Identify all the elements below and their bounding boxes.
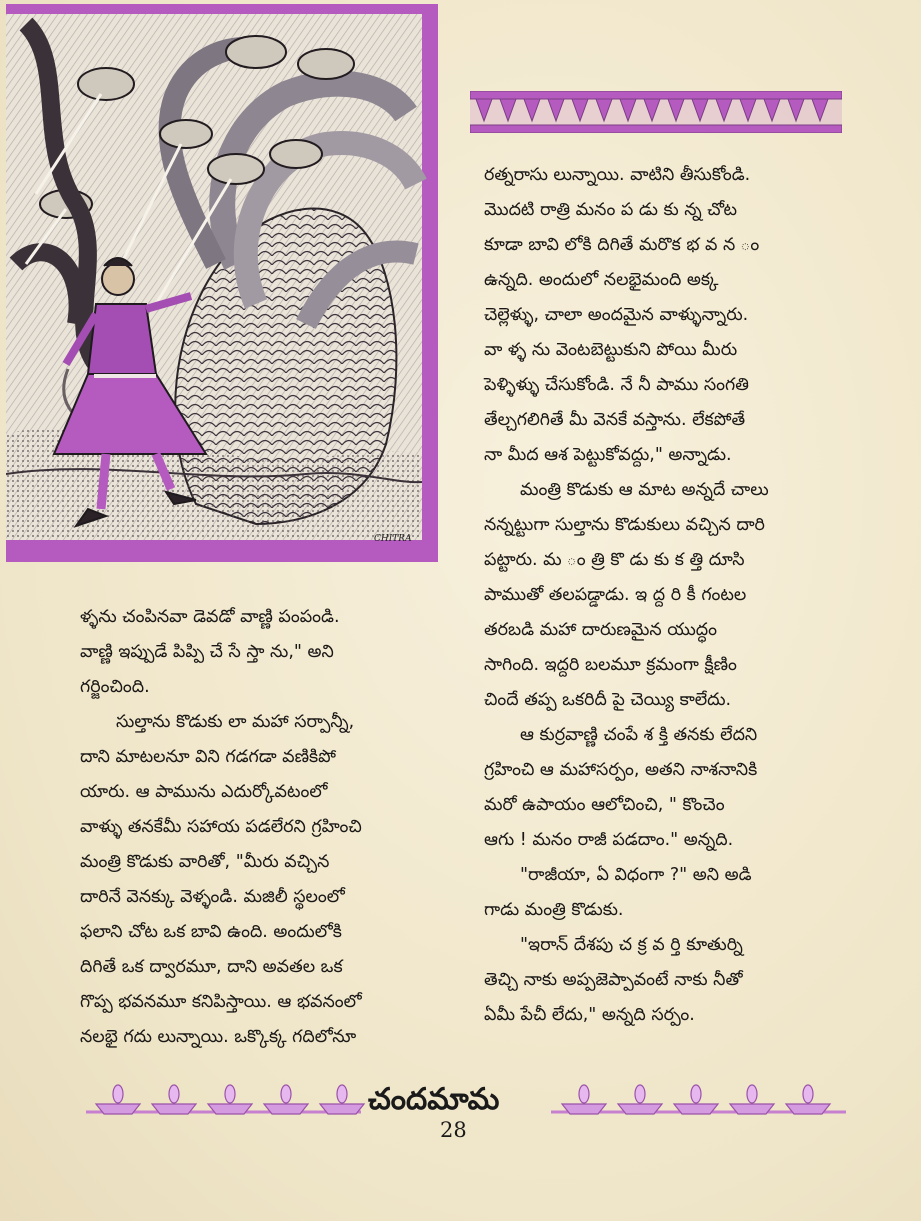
- text-line: యారు. ఆ పామును ఎదుర్కోవటంలో: [80, 782, 328, 802]
- text-line: మరో ఉపాయం ఆలోచించి, " కొంచెం: [484, 795, 725, 815]
- text-line: నన్నట్టుగా సుల్తాను కొడుకులు వచ్చిన దారి: [484, 515, 765, 535]
- left-text-column: [80, 600, 430, 1055]
- text-line: ఫలాని చోట ఒక బావి ఉంది. అందులోకి: [80, 922, 342, 942]
- page-number: 28: [440, 1118, 467, 1142]
- text-line: గర్జించింది.: [80, 677, 150, 697]
- text-line: దారినే వెనక్కు వెళ్ళండి. మజిలీ స్థలంలో: [80, 887, 345, 907]
- text-line: నా మీద ఆశ పెట్టుకోవద్దు," అన్నాడు.: [484, 445, 732, 465]
- text-line: దిగితే ఒక ద్వారమూ, దాని అవతల ఒక: [80, 957, 343, 977]
- text-line: తెచ్చి నాకు అప్పజెప్పావంటే నాకు నీతో: [484, 970, 743, 990]
- story-illustration: [6, 4, 438, 562]
- text-line: ఆగు ! మనం రాజీ పడదాం." అన్నది.: [484, 830, 734, 850]
- text-line: ళ్ళను చంపినవా డెవడో వాణ్ణి పంపండి.: [80, 607, 340, 627]
- text-line: చెల్లెళ్ళు, చాలా అందమైన వాళ్ళున్నారు.: [484, 305, 749, 325]
- text-line: గొప్ప భవనమూ కనిపిస్తాయి. ఆ భవనంలో: [80, 992, 362, 1012]
- text-line: "రాజీయా, ఏ విధంగా ?" అని అడి: [520, 865, 752, 885]
- text-line: మంత్రి కొడుకు ఆ మాట అన్నదే చాలు: [520, 480, 769, 500]
- text-line: పట్టారు. మ ం త్రి కొ డు కు క త్తి దూసి: [484, 550, 745, 570]
- text-line: వాణ్ణి ఇప్పుడే పిప్పి చే సే స్తా ను," అని: [80, 642, 334, 662]
- text-line: వాళ్ళు తనకేమీ సహాయ పడలేరని గ్రహించి: [80, 817, 362, 837]
- text-line: గ్రహించి ఆ మహాసర్పం, అతని నాశనానికి: [484, 760, 758, 780]
- text-line: సుల్తాను కొడుకు లా మహా సర్పాన్నీ,: [116, 712, 355, 732]
- text-line: కూడా బావి లోకి దిగితే మరొక భ వ న ం: [484, 235, 760, 255]
- text-line: తేల్చగలిగితే మీ వెనకే వస్తాను. లేకపోతే: [484, 410, 746, 430]
- serpent-scene-image: [6, 4, 438, 562]
- text-line: ఆ కుర్రవాణ్ణి చంపే శ క్తి తనకు లేదని: [520, 725, 758, 745]
- text-line: తరబడి మహా దారుణమైన యుద్ధం: [484, 620, 718, 640]
- text-line: "ఇరాన్ దేశపు చ క్ర వ ర్తి కూతుర్ని: [520, 935, 743, 955]
- text-line: ఉన్నది. అందులో నలభైమంది అక్క: [484, 270, 719, 290]
- text-line: రత్నరాసు లున్నాయి. వాటిని తీసుకోండి.: [484, 165, 751, 185]
- text-line: వా ళ్ళ ను వెంటబెట్టుకుని పోయి మీరు: [484, 340, 738, 360]
- text-line: మంత్రి కొడుకు వారితో, "మీరు వచ్చిన: [80, 852, 330, 872]
- text-line: ఏమీ పేచీ లేదు," అన్నది సర్పం.: [484, 1005, 695, 1025]
- text-line: దాని మాటలనూ విని గడగడా వణికిపో: [80, 747, 336, 767]
- magazine-title: చందమామ: [368, 1082, 500, 1117]
- right-text-column: [484, 158, 884, 1033]
- text-line: పాముతో తలపడ్డాడు. ఇ ద్ద రి కీ గంటల: [484, 585, 747, 605]
- text-line: చిందే తప్ప ఒకరిదీ పై చెయ్యి కాలేదు.: [484, 690, 732, 710]
- decorative-header-band: [470, 91, 842, 133]
- text-line: పెళ్ళిళ్ళు చేసుకోండి. నే నీ పాము సంగతి: [484, 375, 749, 395]
- text-line: నలభై గదు లున్నాయి. ఒక్కొక్క గదిలోనూ: [80, 1027, 357, 1047]
- text-line: గాడు మంత్రి కొడుకు.: [484, 900, 624, 920]
- text-line: సాగింది. ఇద్దరి బలమూ క్రమంగా క్షీణిం: [484, 655, 737, 675]
- text-line: మొదటి రాత్రి మనం ప డు కు న్న చోట: [484, 200, 738, 220]
- illustrator-signature: CHITRA: [374, 534, 412, 544]
